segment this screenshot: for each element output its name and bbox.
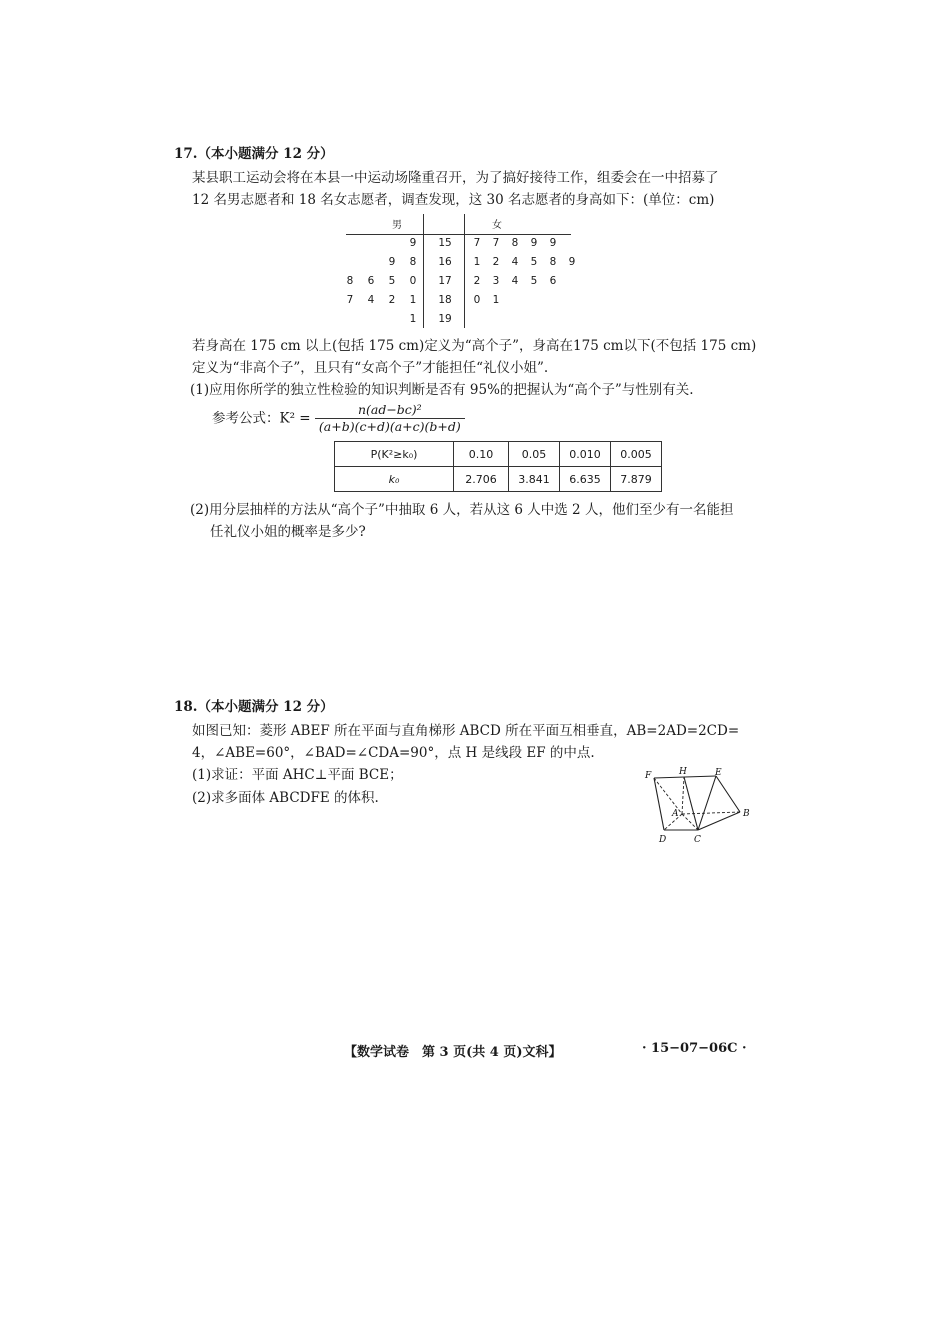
- label-A: A: [672, 809, 679, 819]
- male-leaf: 9: [388, 256, 396, 268]
- q17-part2-line1: (2)用分层抽样的方法从“高个子”中抽取 6 人，若从这 6 人中选 2 人，他们至少有一名能担: [190, 502, 734, 518]
- female-leaf: 9: [568, 256, 576, 268]
- stem-value: 18: [438, 294, 452, 306]
- label-D: D: [659, 835, 667, 845]
- stem-left-rule: [423, 214, 424, 328]
- edge-AH: [682, 777, 684, 814]
- formula-numerator: n(ad−bc)²: [315, 402, 465, 419]
- table-cell: 7.879: [611, 467, 662, 492]
- edge-AB: [682, 812, 740, 814]
- female-leaf: 4: [511, 275, 519, 287]
- male-label: 男: [392, 220, 402, 231]
- female-leaf: 1: [492, 294, 500, 306]
- female-leaf: 5: [530, 256, 538, 268]
- q17-part1: (1)应用你所学的独立性检验的知识判断是否有 95%的把握认为“高个子”与性别有关.: [190, 382, 694, 398]
- table-cell: 0.05: [509, 442, 560, 467]
- male-leaf: 7: [346, 294, 354, 306]
- polyhedron-figure: [636, 764, 754, 846]
- label-B: B: [743, 809, 750, 819]
- q17-formula: [212, 402, 465, 435]
- formula-fraction: [315, 402, 465, 435]
- q18-part2: (2)求多面体 ABCDFE 的体积.: [192, 790, 379, 806]
- table-cell: 6.635: [560, 467, 611, 492]
- table-cell: 0.010: [560, 442, 611, 467]
- label-H: H: [679, 767, 687, 777]
- q17-def-line2: 定义为“非高个子”，且只有“女高个子”才能担任“礼仪小姐”.: [192, 360, 549, 376]
- female-label: 女: [492, 220, 502, 231]
- footer-page-info: 【数学试卷 第 3 页(共 4 页)文科】: [344, 1045, 562, 1060]
- stem-value: 15: [438, 237, 452, 249]
- male-leaf: 4: [367, 294, 375, 306]
- q18-header: 18.（本小题满分 12 分）: [174, 699, 334, 715]
- stem-leaf-plot: [340, 212, 580, 330]
- female-leaf: 2: [473, 275, 481, 287]
- stem-value: 16: [438, 256, 452, 268]
- critical-value-table: [334, 441, 662, 492]
- q18-line2: 4，∠ABE=60°，∠BAD=∠CDA=90°，点 H 是线段 EF 的中点.: [192, 745, 595, 761]
- q17-part2-line2: 任礼仪小姐的概率是多少?: [210, 524, 366, 540]
- stem-right-rule: [464, 214, 465, 328]
- table-row: [335, 442, 662, 467]
- male-leaf: 1: [409, 294, 417, 306]
- female-leaf: 8: [511, 237, 519, 249]
- edge-FD: [654, 778, 664, 830]
- formula-label: 参考公式：K² =: [212, 410, 311, 427]
- male-leaf: 8: [346, 275, 354, 287]
- q17-def-line1: 若身高在 175 cm 以上(包括 175 cm)定义为“高个子”，身高在175 cm以下(不包括 175 cm): [192, 338, 757, 354]
- stem-value: 17: [438, 275, 452, 287]
- q17-intro-line1: 某县职工运动会将在本县一中运动场隆重召开，为了搞好接待工作，组委会在一中招募了: [192, 170, 719, 186]
- table-cell: 0.005: [611, 442, 662, 467]
- female-leaf: 2: [492, 256, 500, 268]
- label-F: F: [645, 771, 652, 781]
- female-leaf: 0: [473, 294, 481, 306]
- q17-intro-line2: 12 名男志愿者和 18 名女志愿者，调查发现，这 30 名志愿者的身高如下：(单位：cm): [192, 192, 715, 208]
- female-leaf: 8: [549, 256, 557, 268]
- male-leaf: 2: [388, 294, 396, 306]
- female-leaf: 9: [549, 237, 557, 249]
- table-cell: P(K²≥k₀): [335, 442, 454, 467]
- table-cell: k₀: [335, 467, 454, 492]
- female-leaf: 9: [530, 237, 538, 249]
- footer-code: · 15−07−06C ·: [642, 1041, 747, 1056]
- table-cell: 2.706: [454, 467, 509, 492]
- male-leaf: 1: [409, 313, 417, 325]
- edge-HC: [684, 777, 698, 830]
- table-row: [335, 467, 662, 492]
- male-leaf: 6: [367, 275, 375, 287]
- edge-CB: [698, 812, 740, 830]
- q18-line1: 如图已知：菱形 ABEF 所在平面与直角梯形 ABCD 所在平面互相垂直，AB=2AD=2CD=: [192, 723, 740, 739]
- female-leaf: 1: [473, 256, 481, 268]
- female-leaf: 7: [473, 237, 481, 249]
- male-leaf: 0: [409, 275, 417, 287]
- female-leaf: 4: [511, 256, 519, 268]
- q18-part1: (1)求证：平面 AHC⊥平面 BCE；: [192, 767, 403, 783]
- male-leaf: 8: [409, 256, 417, 268]
- female-leaf: 7: [492, 237, 500, 249]
- edge-CE: [698, 776, 716, 830]
- female-leaf: 6: [549, 275, 557, 287]
- stem-value: 19: [438, 313, 452, 325]
- male-leaf: 9: [409, 237, 417, 249]
- label-C: C: [694, 835, 701, 845]
- female-leaf: 3: [492, 275, 500, 287]
- stem-header-rule: [346, 234, 571, 235]
- label-E: E: [715, 768, 722, 778]
- table-cell: 0.10: [454, 442, 509, 467]
- edge-EB: [716, 776, 740, 812]
- table-cell: 3.841: [509, 467, 560, 492]
- q17-header: 17.（本小题满分 12 分）: [174, 146, 334, 162]
- formula-denominator: (a+b)(c+d)(a+c)(b+d): [318, 419, 461, 434]
- female-leaf: 5: [530, 275, 538, 287]
- male-leaf: 5: [388, 275, 396, 287]
